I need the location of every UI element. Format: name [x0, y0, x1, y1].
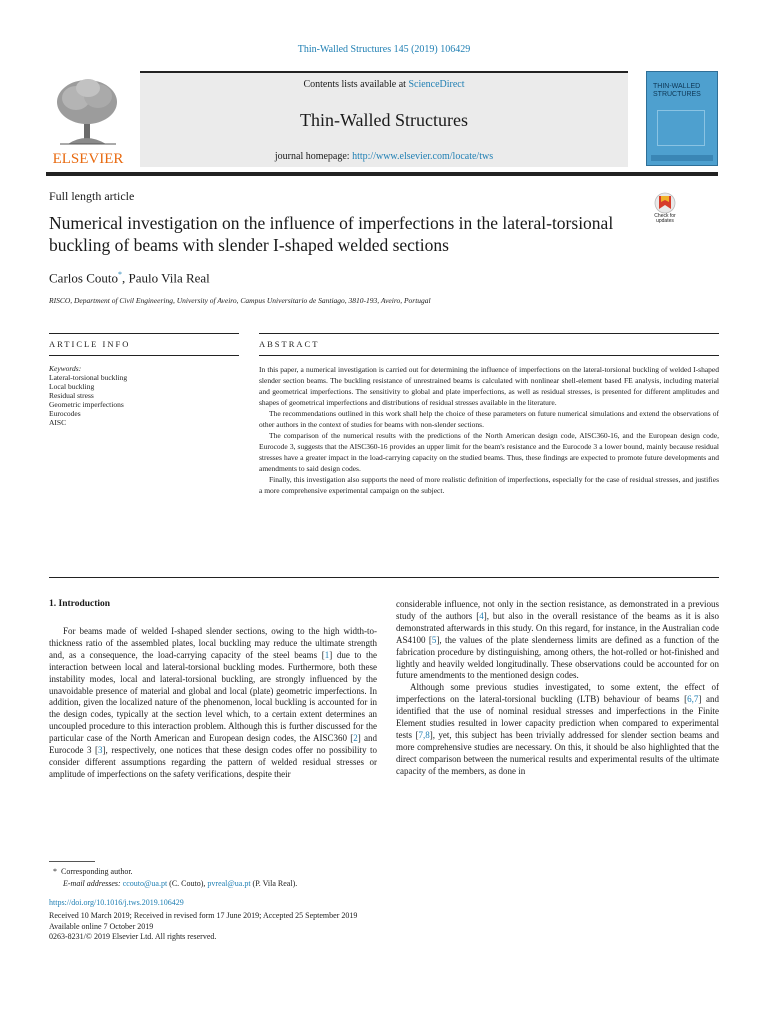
reference-link[interactable]: 6,7 [687, 694, 699, 705]
cover-band [651, 155, 713, 161]
journal-header [140, 71, 628, 167]
keyword: Lateral-torsional buckling [49, 373, 128, 382]
received-dates: Received 10 March 2019; Received in revised form 17 June 2019; Accepted 25 September 2019 [49, 911, 358, 920]
keyword: Residual stress [49, 391, 94, 400]
crossmark-label: Check for updates [654, 213, 676, 224]
reference-link[interactable]: 2 [353, 733, 358, 744]
body-text: ] due to the interaction between local and lateral-torsional buckling modes. Furthermore, both these instability modes, local and lateral-torsional buckling, are strongly influenced by the unavoidable presence of material and global and local (plate) geometric imperfections. In addition, given the localized nature of the phenomenon, local buckling is accounted for in the design codes, typically at the section level which, to a certain extent determines an uncoupled procedure to this interaction problem. Although this is further discussed for the particular case of the North American and European design codes, the AISC360 [ [49, 649, 377, 744]
homepage-link[interactable]: http://www.elsevier.com/locate/tws [352, 151, 494, 162]
abstract-bottom-rule [49, 577, 719, 578]
body-text: Although some previous studies investigated, to some extent, the effect of imperfections on the lateral-torsional buckling (LTB) behaviour of beams [ [396, 682, 719, 705]
body-text: ], but also in the overall resistance of the beams as it is also demonstrated afterwards in this study. On this regard, for instance, in the Australian code AS4100 [ [396, 610, 719, 645]
homepage-prefix: journal homepage: [274, 151, 350, 162]
footnote-rule [49, 861, 95, 862]
body-text: ], the values of the plate slenderness limits are defined as a function of the fabrication procedure by distinguishing, among others, the hot-rolled or hot-finished and lightly and heavily welded longitudinally. These observations could be accounted for on future amendments to the mentioned design codes. [396, 634, 719, 681]
crossmark-icon [645, 192, 685, 214]
email-link[interactable]: ccouto@ua.pt [122, 879, 168, 888]
email-owner: (C. Couto), [169, 879, 206, 888]
article-info-heading: ARTICLE INFO [49, 339, 131, 349]
reference-link[interactable]: 1 [324, 649, 330, 660]
elsevier-tree-icon [57, 79, 117, 144]
author-separator: , [121, 270, 129, 286]
email-label: E-mail addresses: [63, 879, 121, 888]
check-for-updates-badge[interactable] [645, 192, 685, 232]
keyword: Eurocodes [49, 409, 81, 418]
abstract-paragraph: The comparison of the numerical results with the predictions of the North American design code, AISC360-16, and the European design code, Eurocode 3, suggests that the AISC360-16 provides an upper limit for the beam's resistance and the Eurocode 3 a lower bound, mainly because residual stresses have a greater impact in the load-carrying capacity on the studied beams. Thus, these findings are expected to promote future developments and amendments to said design codes. [259, 431, 719, 473]
abstract-heading: ABSTRACT [259, 339, 320, 349]
email-note [53, 878, 297, 890]
affiliation: RISCO, Department of Civil Engineering, University of Aveiro, Campus Universitario de Santiago, 3810-193, Aveiro, Portugal [49, 296, 431, 305]
footnote-text: Corresponding author. [61, 867, 133, 876]
reference-link[interactable]: 3 [98, 745, 103, 756]
author-list [49, 270, 210, 286]
body-paragraph [396, 599, 719, 682]
email-link[interactable]: pvreal@ua.pt [207, 879, 251, 888]
cover-title: THIN-WALLED STRUCTURES [653, 83, 701, 98]
footnotes [53, 866, 297, 890]
footnote-mark: * [53, 867, 57, 876]
abstract-top-rule [259, 333, 719, 334]
corresponding-author-note [53, 866, 297, 878]
article-type: Full length article [49, 189, 135, 203]
online-date: Available online 7 October 2019 [49, 921, 154, 931]
reference-link[interactable]: 5 [431, 634, 437, 645]
keywords-label: Keywords: [49, 364, 82, 373]
article-title: Numerical investigation on the influence of imperfections in the lateral-torsional buckling of beams with slender I-shaped welded sections [49, 213, 614, 255]
copyright-notice: 0263-8231/© 2019 Elsevier Ltd. All rights reserved. [49, 932, 217, 941]
abstract-paragraph: The recommendations outlined in this work shall help the choice of these parameters on future numerical simulations and extend the observations of other authors in the context of studies for beams with non-slender sections. [259, 409, 719, 429]
body-text: ] and identified that the use of nominal residual stresses and imperfections in the Finite Element studies resulted in lower capacity prediction when compared to experimental tests [ [396, 694, 719, 740]
body-column-left [49, 626, 377, 781]
keyword: Geometric imperfections [49, 400, 124, 409]
body-paragraph [396, 682, 719, 777]
keyword: Local buckling [49, 382, 95, 391]
elsevier-logo [46, 72, 130, 168]
article-info-top-rule [49, 333, 239, 334]
cover-panel [657, 110, 705, 146]
contents-prefix: Contents lists available at [303, 79, 406, 90]
contents-line [140, 79, 628, 90]
publication-dates [49, 911, 357, 943]
keyword: AISC [49, 418, 67, 427]
body-text: considerable influence, not only in the section resistance, as demonstrated in a previous study of the authors [ [396, 599, 719, 621]
section-heading-introduction: 1. Introduction [49, 599, 111, 609]
sciencedirect-link[interactable]: ScienceDirect [408, 79, 465, 90]
abstract-paragraph: In this paper, a numerical investigation is carried out for determining the influence of imperfections on the lateral-torsional buckling of welded I-shaped slender section beams. The buckling resistance of unrestrained beams is calculated with nonlinear shell-element based FE analysis, including material and geometrical imperfections. The sensitivity to global and plate imperfections, as well as residual stresses, is presented for different amplitudes and shapes of geometrical imperfections and distributions of residual stresses available in the literature. [259, 365, 719, 407]
keywords-block [49, 364, 239, 427]
homepage-line [140, 151, 628, 162]
author-name[interactable]: Carlos Couto [49, 270, 118, 286]
journal-cover-image[interactable] [646, 71, 718, 166]
article-info-rule [49, 355, 239, 356]
email-owner: (P. Vila Real). [252, 879, 298, 888]
author-name[interactable]: Paulo Vila Real [128, 270, 210, 286]
doi-link[interactable]: https://doi.org/10.1016/j.tws.2019.106429 [49, 898, 184, 907]
body-text: For beams made of welded I-shaped slender sections, owing to the high width-to-thickness ratio of the assembled plates, local buckling may reduce the ultimate strength and, as a consequence, the load-carrying capacity of the steel beams [ [49, 626, 377, 660]
body-text: ], respectively, one notices that these design codes offer no possibility to consider different assumptions regarding the pattern of welded residual stresses or amplitude of imperfections on the safety verifications, despite their [49, 745, 378, 779]
reference-link[interactable]: 4 [479, 610, 484, 621]
abstract-paragraph: Finally, this investigation also supports the need of more realistic definition of imperfections, especially for the case of residual stresses, and justifies a more comprehensive experimental campaign on the subject. [259, 475, 719, 495]
elsevier-wordmark: ELSEVIER [52, 151, 124, 167]
journal-title: Thin-Walled Structures [299, 110, 468, 130]
body-text: ] and Eurocode 3 [ [49, 733, 377, 756]
journal-reference-link[interactable]: Thin-Walled Structures 145 (2019) 106429 [297, 44, 471, 55]
abstract-text [259, 364, 719, 496]
body-column-right [396, 599, 719, 778]
corresponding-author-mark[interactable]: * [117, 270, 122, 279]
header-rule [46, 172, 718, 176]
reference-link[interactable]: 7,8 [418, 729, 430, 740]
body-text: ], yet, this subject has been trivially addressed for slender section beams and more comprehensive studies are necessary. On this, it should be also highlighted that the direct comparison between the numerical results and experimental results of the ultimate capacity of the members, as done in [396, 729, 720, 776]
abstract-rule [259, 355, 719, 356]
